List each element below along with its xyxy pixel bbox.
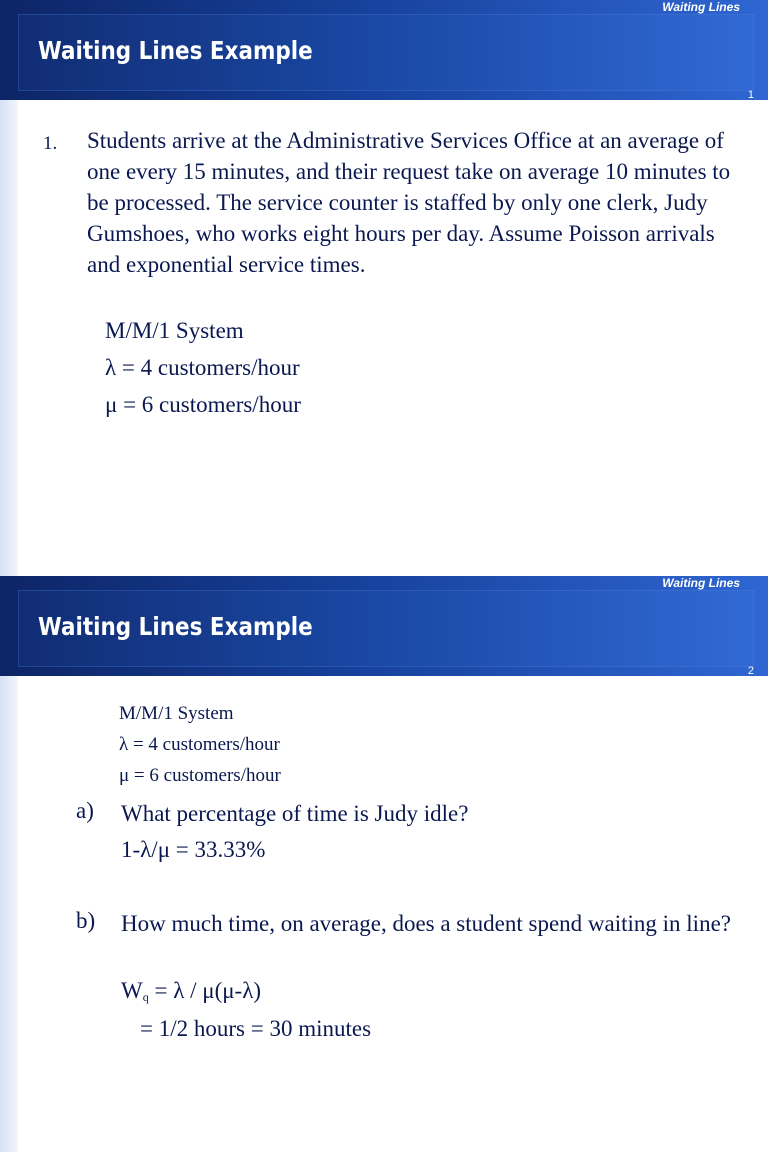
question-a-text: What percentage of time is Judy idle? [121,801,469,826]
question-b-result: = 1/2 hours = 30 minutes [140,1016,372,1041]
page-number: 1 [747,89,754,101]
list-item-number: 1. [43,133,58,154]
problem-paragraph: Students arrive at the Administrative Services Office at an average of one every 15 minutes, and their request take on average 10 minutes to be processed. The service counter is staffed by only one clerk, Judy Gumshoes, who works eight hours per day. Assume Poisson arrivals and exponential service times. [87,128,731,277]
system-type: M/M/1 System [105,318,244,343]
service-rate: μ = 6 customers/hour [119,765,281,786]
arrival-rate: λ = 4 customers/hour [119,734,280,755]
formula-lhs: W [121,978,143,1003]
title-band [0,576,768,676]
slide-title: Waiting Lines Example [38,36,313,65]
system-type: M/M/1 System [119,703,234,724]
brand-label: Waiting Lines [662,576,740,590]
question-b-text: How much time, on average, does a student spend waiting in line? [121,911,731,936]
slide-2 [0,576,768,1152]
question-b-label: b) [76,908,96,933]
title-band [0,0,768,100]
brand-label: Waiting Lines [662,0,740,14]
question-a-answer: 1-λ/μ = 33.33% [121,837,266,862]
slide-title: Waiting Lines Example [38,612,313,641]
formula-subscript: q [142,990,149,1004]
formula-rhs: = λ / μ(μ-λ) [148,978,262,1003]
arrival-rate: λ = 4 customers/hour [105,355,300,380]
page-number: 2 [747,665,754,677]
service-rate: μ = 6 customers/hour [105,392,301,417]
question-b-formula [121,978,261,1005]
question-a-label: a) [76,798,94,823]
